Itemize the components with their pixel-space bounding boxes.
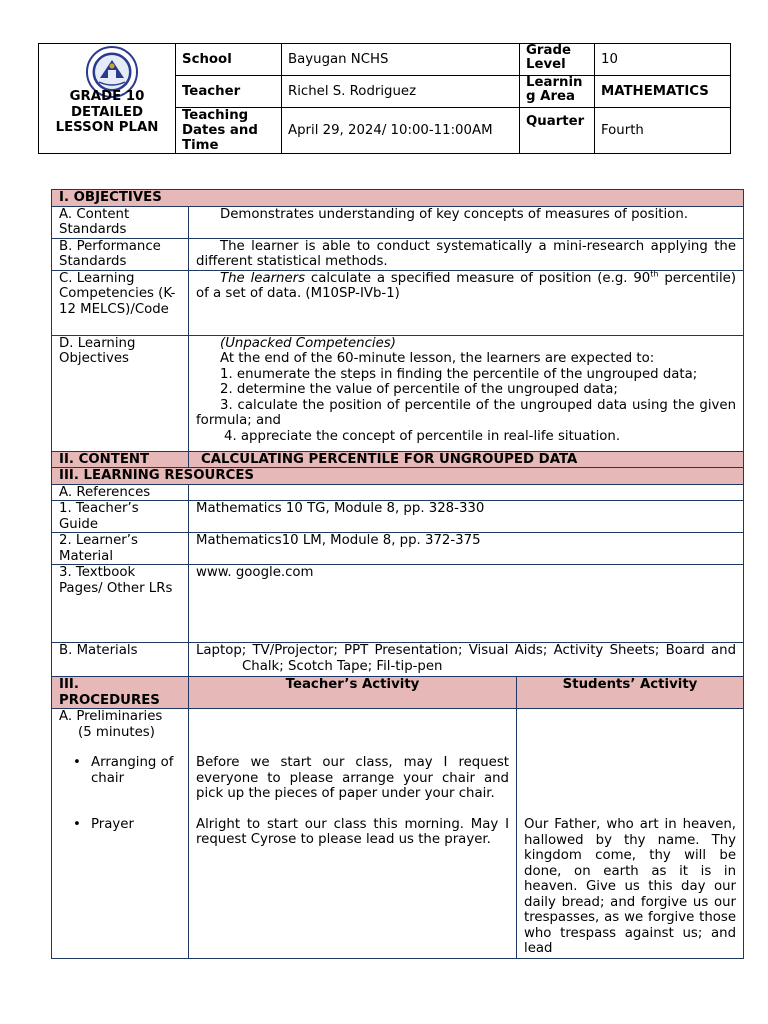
teacher-prayer-text: Alright to start our class this morning. May I request Cyrose to please lead us the prayer. [196, 816, 509, 847]
title-detailed: DETAILED [71, 104, 143, 120]
content-value: CALCULATING PERCENTILE FOR UNGROUPED DATA [189, 451, 744, 468]
content-section-row [52, 451, 744, 468]
title-lesson-plan: LESSON PLAN [55, 120, 159, 136]
school-label: School [176, 44, 282, 76]
dates-label: Teaching Dates and Time [176, 108, 282, 154]
content-standards-label: A. Content Standards [52, 206, 189, 238]
content-heading: II. CONTENT [52, 451, 189, 468]
learners-material-label: 2. Learner’s Material [52, 533, 189, 565]
preliminaries-list [59, 755, 181, 833]
quarter-value: Fourth [595, 108, 731, 154]
unpacked-competencies: (Unpacked Competencies) [220, 335, 396, 351]
teacher-label: Teacher [176, 76, 282, 108]
resources-heading: III. LEARNING RESOURCES [52, 468, 744, 485]
teacher-activity-cell [189, 709, 517, 959]
competencies-italic: The learners [220, 270, 306, 286]
teacher-activity-heading: Teacher’s Activity [189, 677, 517, 709]
objectives-section-row [52, 190, 744, 207]
preliminaries-row [52, 709, 744, 959]
list-item: • Prayer [81, 817, 181, 833]
grade-level-value: 10 [595, 44, 731, 76]
performance-standards-value: The learner is able to conduct systematically a mini-research applying the different statistical methods. [189, 238, 744, 270]
teacher-arrange-text: Before we start our class, may I request everyone to please arrange your chair and pick up the pieces of paper under your chair. [196, 755, 509, 801]
objective-item: 3. calculate the position of percentile of the ungrouped data using the given formula; and [196, 397, 737, 428]
competencies-value: The learners calculate a specified measure of position (e.g. 90th percentile) of a set of data. (M10SP-IVb-1) [189, 270, 744, 335]
procedures-header-row [52, 677, 744, 709]
learning-area-value: MATHEMATICS [595, 76, 731, 108]
learning-objectives-label: D. Learning Objectives [52, 335, 189, 451]
preliminaries-label: A. Preliminaries [59, 709, 163, 724]
list-item: • Arranging of chair [81, 755, 181, 786]
learning-area-label: Learning Area [520, 76, 595, 108]
students-prayer-text: Our Father, who art in heaven, hallowed by thy name. Thy kingdom come, thy will be done, on earth as it is in heaven. Give us this day our daily bread; and forgive us our trespasses, as we forgive those who trespass against us; and lead [524, 817, 737, 956]
materials-label: B. Materials [52, 643, 189, 677]
references-label: A. References [52, 484, 189, 501]
objective-item: 1. enumerate the steps in finding the percentile of the ungrouped data; [220, 366, 698, 382]
objectives-heading: I. OBJECTIVES [52, 190, 744, 207]
teacher-value: Richel S. Rodriguez [282, 76, 520, 108]
learning-objectives-value [189, 335, 744, 451]
title-cell [39, 44, 176, 154]
resources-section-row [52, 468, 744, 485]
performance-standards-label: B. Performance Standards [52, 238, 189, 270]
procedures-heading: III. PROCEDURES [52, 677, 189, 709]
textbook-label: 3. Textbook Pages/ Other LRs [52, 565, 189, 643]
header-table [38, 43, 731, 154]
competencies-label: C. Learning Competencies (K-12 MELCS)/Code [52, 270, 189, 335]
objective-item: 4. appreciate the concept of percentile in real-life situation. [224, 428, 621, 444]
teachers-guide-value: Mathematics 10 TG, Module 8, pp. 328-330 [189, 501, 744, 533]
materials-value: Laptop; TV/Projector; PPT Presentation; Visual Aids; Activity Sheets; Board and Chalk; Scotch Tape; Fil-tip-pen [189, 643, 744, 677]
learners-material-value: Mathematics10 LM, Module 8, pp. 372-375 [189, 533, 744, 565]
title-grade: GRADE 10 [69, 89, 145, 105]
objectives-intro: At the end of the 60-minute lesson, the learners are expected to: [220, 351, 655, 366]
references-value [189, 484, 744, 501]
quarter-label: Quarter [520, 108, 595, 154]
preliminaries-cell [52, 709, 189, 959]
lesson-plan-table [51, 189, 744, 959]
preliminaries-time: (5 minutes) [78, 724, 155, 740]
school-value: Bayugan NCHS [282, 44, 520, 76]
objective-item: 2. determine the value of percentile of the ungrouped data; [220, 382, 618, 397]
grade-level-label: Grade Level [520, 44, 595, 76]
dates-value: April 29, 2024/ 10:00-11:00AM [282, 108, 520, 154]
students-activity-cell [517, 709, 744, 959]
students-activity-heading: Students’ Activity [517, 677, 744, 709]
teachers-guide-label: 1. Teacher’s Guide [52, 501, 189, 533]
content-standards-value: Demonstrates understanding of key concepts of measures of position. [189, 206, 744, 238]
textbook-value: www. google.com [189, 565, 744, 643]
